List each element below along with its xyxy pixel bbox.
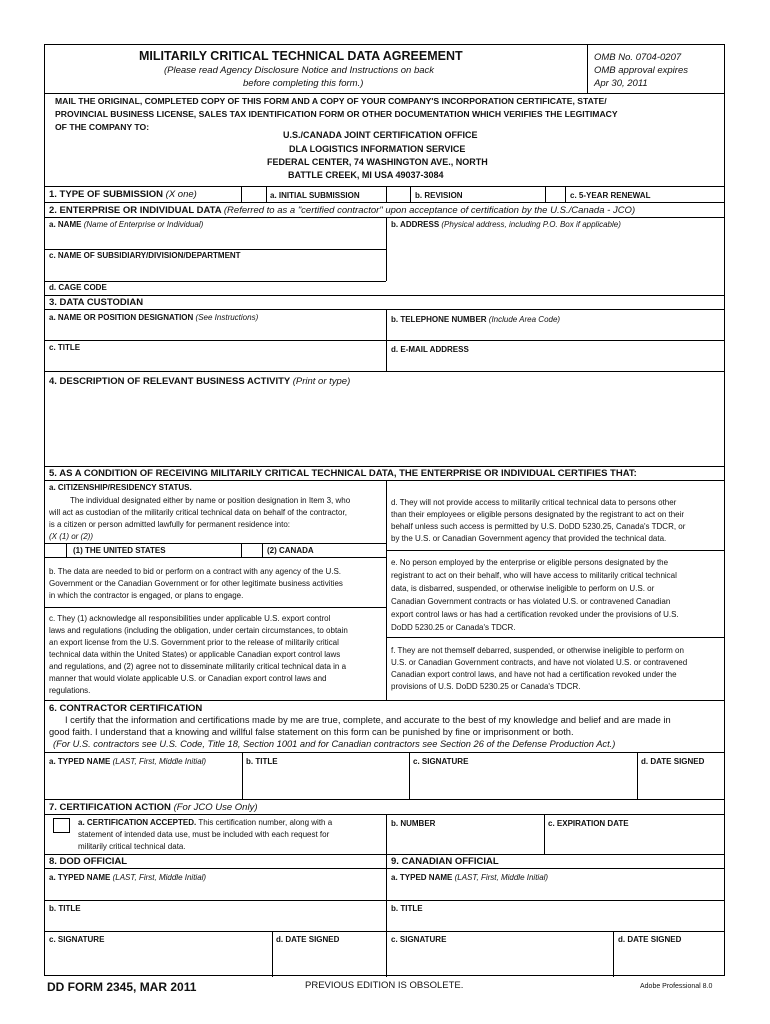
cert-c-line-1: c. They (1) acknowledge all responsibilities under applicable U.S. export control	[49, 614, 331, 623]
contractor-date-field[interactable]	[641, 769, 721, 795]
cert-e-line-4: Canadian Government contracts or has violated U.S. or contravened Canadian	[391, 597, 671, 606]
form-page	[44, 44, 725, 976]
telephone-label: b. TELEPHONE NUMBER (Include Area Code)	[391, 315, 561, 324]
canadian-name-field[interactable]	[391, 885, 721, 899]
citizenship-line-1: The individual designated either by name or position designation in Item 3, who	[70, 496, 351, 505]
certification-number-field[interactable]	[391, 831, 541, 851]
omb-number: OMB No. 0704-0207	[594, 52, 682, 63]
cert-e-line-2: registrant to act on their behalf, who will have access to militarily critical technical	[391, 571, 677, 580]
renewal-label: c. 5-YEAR RENEWAL	[570, 191, 651, 200]
cert-c-line-2: laws and regulations (including the obligation, under certain circumstances, to obtain	[49, 626, 348, 635]
canadian-title-field[interactable]	[391, 916, 721, 930]
mailing-address-4: BATTLE CREEK, MI USA 49037-3084	[288, 170, 444, 180]
cert-b-line-1: b. The data are needed to bid or perform on a contract with any agency of the U.S.	[49, 567, 342, 576]
email-field[interactable]	[391, 356, 721, 370]
citizenship-line-2: will act as custodian of the militarily critical technical data on behalf of the contractor,	[49, 508, 347, 517]
cert-f-line-3: Canadian export control laws, and have not had a certification revoked under the	[391, 670, 677, 679]
contractor-title-field[interactable]	[246, 769, 406, 795]
certification-accepted-checkbox[interactable]	[53, 818, 70, 833]
mail-instructions-3: OF THE COMPANY TO:	[55, 122, 150, 132]
section-3-label: 3. DATA CUSTODIAN	[49, 297, 144, 308]
cage-code-field[interactable]	[125, 282, 380, 294]
software-version: Adobe Professional 8.0	[640, 983, 713, 990]
cert-e-line-5: export control laws or has had a certification revoked under the provisions of U.S.	[391, 610, 679, 619]
cert-c-line-7: regulations.	[49, 686, 91, 695]
mail-instructions-2: PROVINCIAL BUSINESS LICENSE, SALES TAX IDENTIFICATION FORM OR OTHER DOCUMENTATION WHICH VERIFIES THE LEGITIMACY	[55, 109, 618, 119]
business-activity-field[interactable]	[49, 390, 721, 464]
revision-checkbox[interactable]	[386, 186, 410, 202]
certification-text-1: I certify that the information and certifications made by me are true, complete, and accurate to the best of my knowledge and belief and are made in	[65, 715, 671, 725]
dod-name-field[interactable]	[49, 885, 383, 899]
section-4-label: 4. DESCRIPTION OF RELEVANT BUSINESS ACTIVITY (Print or type)	[49, 376, 351, 387]
section-8-label: 8. DOD OFFICIAL	[49, 856, 128, 867]
united-states-checkbox[interactable]	[45, 543, 66, 557]
cert-f-line-1: f. They are not themself debarred, suspended, or otherwise ineligible to perform on	[391, 646, 684, 655]
united-states-label: (1) THE UNITED STATES	[73, 546, 166, 555]
citizenship-title: a. CITIZENSHIP/RESIDENCY STATUS.	[49, 483, 192, 492]
citizenship-line-3: is a citizen or person admitted lawfully for permanent residence into:	[49, 520, 291, 529]
section-1-label: 1. TYPE OF SUBMISSION (X one)	[49, 189, 197, 200]
mailing-address-2: DLA LOGISTICS INFORMATION SERVICE	[289, 144, 466, 154]
certification-accepted-line-3: militarily critical technical data.	[78, 842, 186, 851]
certification-accepted-line-1: a. CERTIFICATION ACCEPTED. This certification number, along with a	[78, 818, 333, 827]
cert-d-line-2: than their employees or eligible persons designated by the registrant to act on their	[391, 510, 685, 519]
cert-c-line-3: an export license from the U.S. Government prior to the release of militarily critical	[49, 638, 339, 647]
cert-d-line-4: by the U.S. or Canadian Government agency that provided the technical data.	[391, 534, 667, 543]
canadian-date-label: d. DATE SIGNED	[618, 935, 682, 944]
initial-submission-checkbox[interactable]	[241, 186, 266, 202]
address-label: b. ADDRESS (Physical address, including P.O. Box if applicable)	[391, 220, 621, 229]
dod-signature-label: c. SIGNATURE	[49, 935, 105, 944]
section-2-label: 2. ENTERPRISE OR INDIVIDUAL DATA (Referred to as a "certified contractor" upon acceptance of certification by the U.S./Canada - JCO)	[49, 205, 636, 216]
custodian-title-label: c. TITLE	[49, 343, 81, 352]
dod-name-label: a. TYPED NAME (LAST, First, Middle Initial)	[49, 873, 207, 882]
omb-approval: OMB approval expires	[594, 65, 688, 76]
telephone-field[interactable]	[391, 326, 721, 340]
form-subtitle-1: (Please read Agency Disclosure Notice and Instructions on back	[164, 65, 435, 76]
canadian-name-label: a. TYPED NAME (LAST, First, Middle Initial)	[391, 873, 549, 882]
cert-c-line-4: technical data within the United States) or applicable Canadian export control laws	[49, 650, 341, 659]
canadian-date-field[interactable]	[618, 947, 721, 973]
revision-label: b. REVISION	[415, 191, 463, 200]
custodian-name-field[interactable]	[49, 324, 383, 339]
cert-c-line-6: manner that would violate applicable U.S. or Canadian export control laws and	[49, 674, 327, 683]
section-5-label: 5. AS A CONDITION OF RECEIVING MILITARILY CRITICAL TECHNICAL DATA, THE ENTERPRISE OR INDIVIDUAL CERTIFIES THAT:	[49, 468, 637, 479]
address-field[interactable]	[391, 231, 721, 279]
expiration-date-label: c. EXPIRATION DATE	[548, 819, 629, 828]
mail-instructions-1: MAIL THE ORIGINAL, COMPLETED COPY OF THIS FORM AND A COPY OF YOUR COMPANY'S INCORPORATION CERTIFICATE, STATE/	[55, 96, 607, 106]
form-number: DD FORM 2345, MAR 2011	[47, 980, 197, 994]
name-label: a. NAME (Name of Enterprise or Individual)	[49, 220, 204, 229]
cert-b-line-2: Government or the Canadian Government or for other legitimate business activities	[49, 579, 343, 588]
cert-e-line-1: e. No person employed by the enterprise or eligible persons designated by the	[391, 558, 669, 567]
cert-f-line-4: provisions of U.S. DoDD 5230.25 or Canada's TDCR.	[391, 682, 581, 691]
cert-d-line-3: behalf unless such access is permitted by U.S. DoDD 5230.25, Canada's TDCR, or	[391, 522, 686, 531]
contractor-title-label: b. TITLE	[246, 757, 278, 766]
header-divider	[587, 45, 588, 93]
subsidiary-field[interactable]	[49, 262, 383, 278]
certification-text-3: (For U.S. contractors see U.S. Code, Title 18, Section 1001 and for Canadian contractors see Section 26 of the Defense Production Act.)	[53, 739, 616, 749]
section-6-label: 6. CONTRACTOR CERTIFICATION	[49, 703, 203, 714]
enterprise-name-field[interactable]	[49, 231, 383, 247]
cert-e-line-6: DoDD 5230.25 or Canada's TDCR.	[391, 623, 516, 632]
cert-d-line-1: d. They will not provide access to militarily critical technical data to persons other	[391, 498, 677, 507]
mailing-address-3: FEDERAL CENTER, 74 WASHINGTON AVE., NORTH	[267, 157, 488, 167]
renewal-checkbox[interactable]	[545, 186, 565, 202]
dod-title-label: b. TITLE	[49, 904, 81, 913]
custodian-title-field[interactable]	[49, 354, 383, 369]
canadian-title-label: b. TITLE	[391, 904, 423, 913]
email-label: d. E-MAIL ADDRESS	[391, 345, 469, 354]
certification-text-2: good faith. I understand that a knowing and willful false statement on this form can be punished by fine or imprisonment or both.	[49, 727, 574, 737]
custodian-name-label: a. NAME OR POSITION DESIGNATION (See Instructions)	[49, 313, 259, 322]
subsidiary-label: c. NAME OF SUBSIDIARY/DIVISION/DEPARTMENT	[49, 251, 241, 260]
omb-date: Apr 30, 2011	[594, 78, 648, 89]
canadian-signature-label: c. SIGNATURE	[391, 935, 447, 944]
form-subtitle-2: before completing this form.)	[243, 78, 364, 89]
section-7-label: 7. CERTIFICATION ACTION (For JCO Use Only)	[49, 802, 258, 813]
contractor-signature-label: c. SIGNATURE	[413, 757, 469, 766]
cert-f-line-2: U.S. or Canadian Government contracts, and have not violated U.S. or contravened	[391, 658, 688, 667]
cert-b-line-3: in which the contractor is engaged, or plans to engage.	[49, 591, 244, 600]
cage-code-label: d. CAGE CODE	[49, 283, 107, 292]
initial-submission-label: a. INITIAL SUBMISSION	[270, 191, 360, 200]
citizenship-hint: (X (1) or (2))	[49, 532, 93, 541]
canada-checkbox[interactable]	[241, 543, 262, 557]
expiration-date-field[interactable]	[548, 831, 720, 851]
contractor-signature-field[interactable]	[413, 769, 635, 795]
dod-date-label: d. DATE SIGNED	[276, 935, 340, 944]
contractor-name-label: a. TYPED NAME (LAST, First, Middle Initial)	[49, 757, 207, 766]
cert-e-line-3: data, is disbarred, suspended, or otherwise ineligible to perform on U.S. or	[391, 584, 655, 593]
cert-c-line-5: and regulations, and (2) agree not to disseminate militarily critical technical data in a	[49, 662, 347, 671]
dod-date-field[interactable]	[276, 947, 383, 973]
certification-number-label: b. NUMBER	[391, 819, 436, 828]
form-title: MILITARILY CRITICAL TECHNICAL DATA AGREEMENT	[139, 49, 463, 63]
mailing-address-1: U.S./CANADA JOINT CERTIFICATION OFFICE	[283, 130, 478, 140]
contractor-date-label: d. DATE SIGNED	[641, 757, 705, 766]
canada-label: (2) CANADA	[267, 546, 314, 555]
dod-signature-field[interactable]	[49, 947, 269, 973]
divider	[45, 93, 724, 94]
contractor-name-field[interactable]	[49, 769, 239, 795]
edition-notice: PREVIOUS EDITION IS OBSOLETE.	[305, 980, 464, 991]
certification-accepted-line-2: statement of intended data use, must be included with each request for	[78, 830, 330, 839]
canadian-signature-field[interactable]	[391, 947, 611, 973]
section-9-label: 9. CANADIAN OFFICIAL	[391, 856, 499, 867]
dod-title-field[interactable]	[49, 916, 383, 930]
